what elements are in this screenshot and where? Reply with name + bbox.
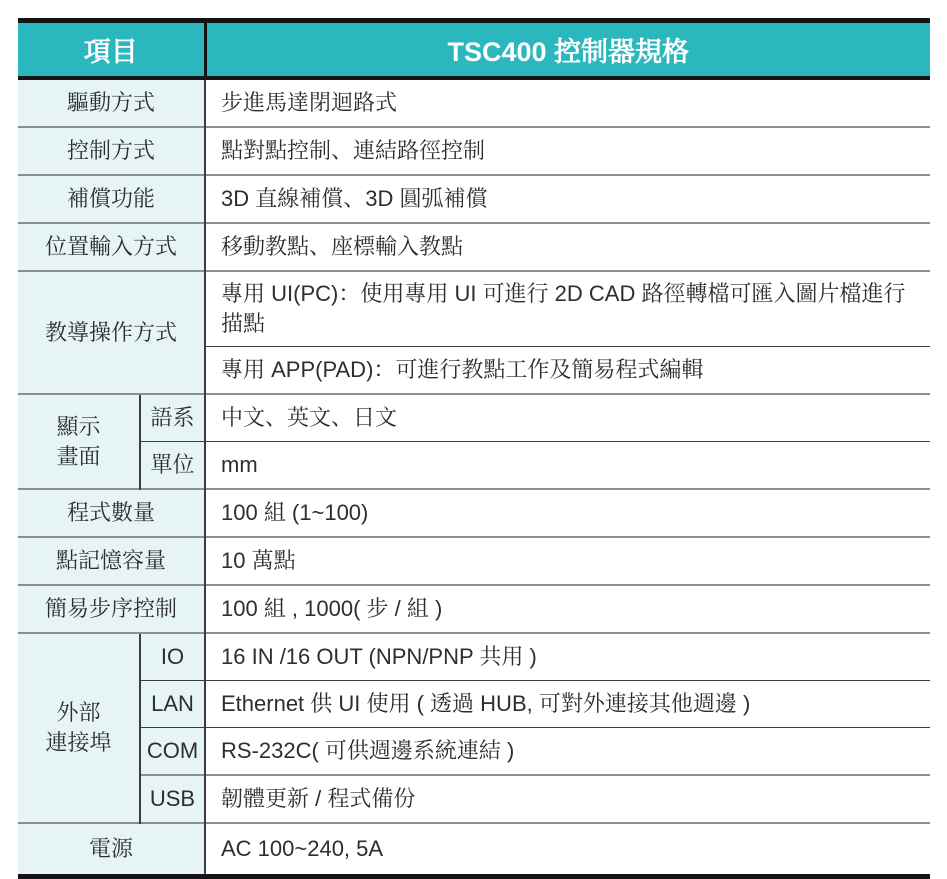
spec-value: 10 萬點	[205, 537, 930, 585]
row-step-control	[18, 585, 930, 633]
row-label: 位置輸入方式	[18, 223, 205, 271]
row-display-language	[18, 394, 930, 442]
row-label	[18, 394, 140, 489]
spec-value: 中文、英文、日文	[205, 394, 930, 442]
row-external-ports-usb	[18, 775, 930, 823]
row-label-line: 畫面	[56, 443, 101, 469]
sub-label-io: IO	[140, 633, 205, 681]
row-drive-method	[18, 78, 930, 127]
column-header-spec: TSC400 控制器規格	[205, 21, 930, 79]
spec-value: RS-232C( 可供週邊系統連結 )	[205, 728, 930, 776]
spec-value: 點對點控制、連結路徑控制	[205, 127, 930, 175]
spec-value: AC 100~240, 5A	[205, 823, 930, 877]
table-header-row	[18, 21, 930, 79]
sub-label-unit: 單位	[140, 442, 205, 490]
row-teaching-method	[18, 271, 930, 347]
row-external-ports-lan	[18, 681, 930, 728]
row-point-memory	[18, 537, 930, 585]
row-control-method	[18, 127, 930, 175]
spec-value: mm	[205, 442, 930, 490]
spec-value: 韌體更新 / 程式備份	[205, 775, 930, 823]
sub-label-lan: LAN	[140, 681, 205, 728]
spec-table	[18, 18, 930, 879]
row-external-ports-com	[18, 728, 930, 776]
row-label: 程式數量	[18, 489, 205, 537]
sub-label-com: COM	[140, 728, 205, 776]
spec-value: 100 組 (1~100)	[205, 489, 930, 537]
spec-value: 步進馬達閉迴路式	[205, 78, 930, 127]
spec-value: Ethernet 供 UI 使用 ( 透過 HUB, 可對外連接其他週邊 )	[205, 681, 930, 728]
row-label: 驅動方式	[18, 78, 205, 127]
spec-value: 100 組 , 1000( 步 / 組 )	[205, 585, 930, 633]
row-label-line: 外部	[56, 700, 101, 726]
row-display-unit	[18, 442, 930, 490]
spec-value-app-pad: 專用 APP(PAD)：可進行教點工作及簡易程式編輯	[205, 347, 930, 395]
row-label: 簡易步序控制	[18, 585, 205, 633]
row-external-ports-io	[18, 633, 930, 681]
column-header-item: 項目	[18, 21, 205, 79]
row-position-input	[18, 223, 930, 271]
row-label-line: 顯示	[56, 413, 101, 439]
row-power	[18, 823, 930, 877]
row-label: 電源	[18, 823, 205, 877]
row-label: 控制方式	[18, 127, 205, 175]
sub-label-language: 語系	[140, 394, 205, 442]
row-compensation	[18, 175, 930, 223]
row-label: 教導操作方式	[18, 271, 205, 394]
row-label	[18, 633, 140, 823]
row-program-count	[18, 489, 930, 537]
spec-value: 移動教點、座標輸入教點	[205, 223, 930, 271]
row-label: 補償功能	[18, 175, 205, 223]
spec-value: 16 IN /16 OUT (NPN/PNP 共用 )	[205, 633, 930, 681]
row-label-line: 連接埠	[45, 730, 112, 755]
spec-value-ui-pc: 專用 UI(PC)：使用專用 UI 可進行 2D CAD 路徑轉檔可匯入圖片檔進行描點	[205, 271, 930, 347]
sub-label-usb: USB	[140, 775, 205, 823]
row-label: 點記憶容量	[18, 537, 205, 585]
spec-value: 3D 直線補償、3D 圓弧補償	[205, 175, 930, 223]
